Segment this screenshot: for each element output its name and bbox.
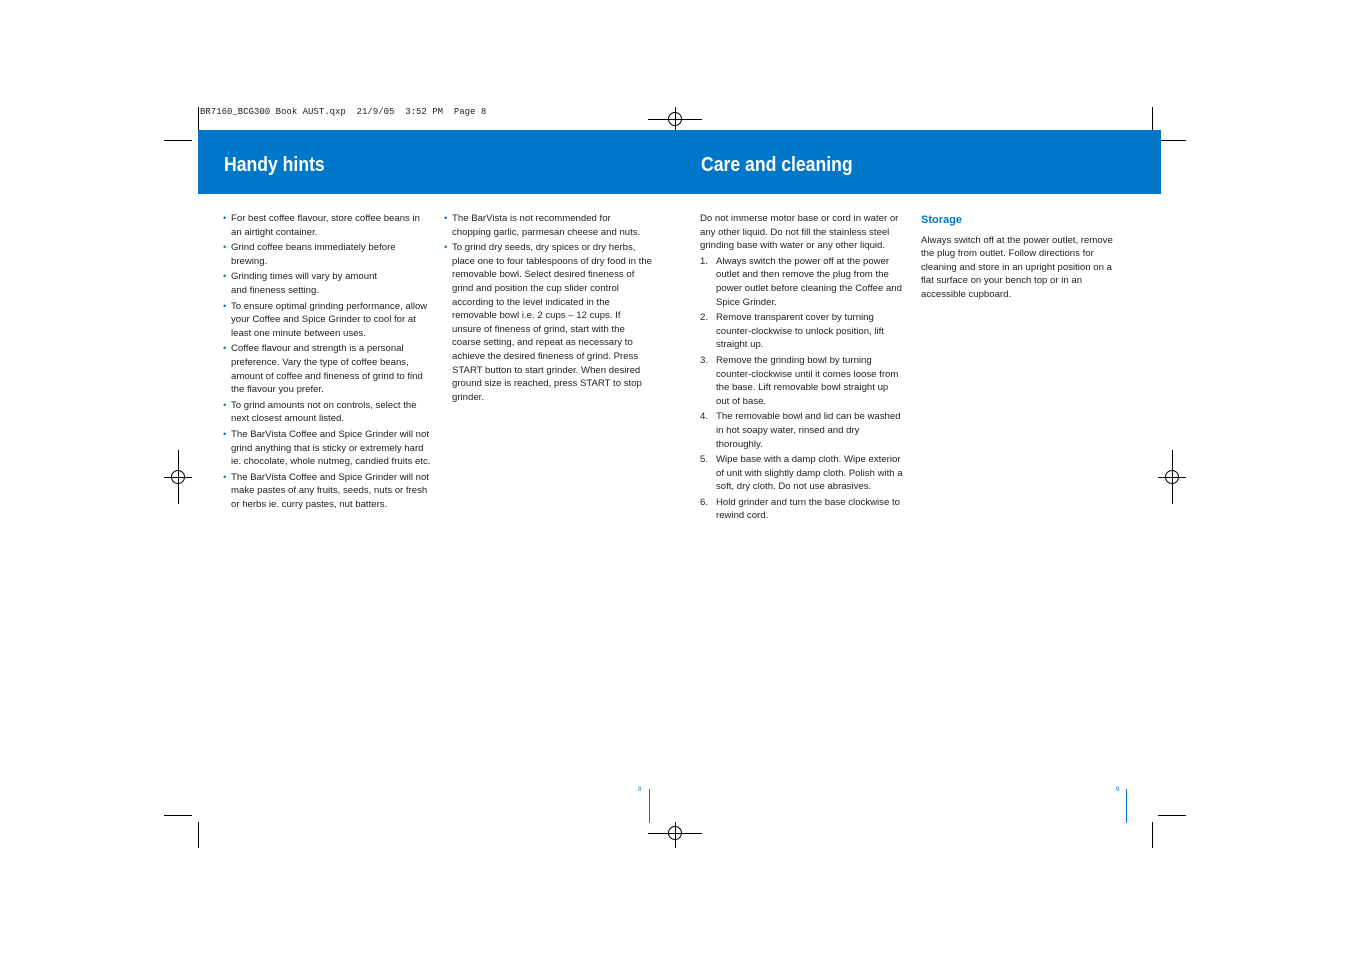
page-number-left: 8 [638, 787, 642, 793]
cleaning-intro: Do not immerse motor base or cord in water or any other liquid. Do not fill the stainless steel grinding base with water or any other liquid. [700, 213, 899, 252]
hint-item: • The BarVista is not recommended for chopping garlic, parmesan cheese and nuts. [444, 212, 652, 239]
hint-item: • The BarVista Coffee and Spice Grinder will not make pastes of any fruits, seeds, nuts or fresh or herbs ie. curry pastes, nut batters. [223, 471, 431, 512]
handy-hints-column-1 [223, 212, 431, 513]
folio-rule-left [649, 789, 650, 823]
hint-item: • Grinding times will vary by amount and fineness setting. [223, 270, 391, 297]
print-slug: BR7160_BCG300 Book AUST.qxp 21/9/05 3:52 PM Page 8 [200, 107, 487, 117]
cleaning-step: 3. Remove the grinding bowl by turning counter-clockwise until it comes loose from the base. Lift removable bowl straight up out of base. [700, 354, 899, 407]
page-number-right: 9 [1116, 787, 1120, 793]
hint-item: • Grind coffee beans immediately before brewing. [223, 241, 431, 268]
hint-item: • To grind dry seeds, dry spices or dry herbs, place one to four tablespoons of dry food in the removable bowl. Select desired fineness of grind and position the cup slider control according to the level indicated in the removable bowl i.e. 2 cups – 12 cups. If unsure of fineness of grind, start with the coarse setting, and repeat as necessary to achieve the desired fineness of grind. Press START button to start grinder. When desired ground size is reached, press START to stop grinder. [444, 241, 652, 404]
handy-hints-column-2 [444, 212, 652, 406]
handy-hints-title: Handy hints [224, 154, 325, 176]
hint-item: • To ensure optimal grinding performance, allow your Coffee and Spice Grinder to cool for at least one minute between uses. [223, 300, 431, 341]
care-cleaning-title: Care and cleaning [701, 154, 853, 176]
storage-heading: Storage [921, 214, 962, 226]
folio-rule-right [1126, 789, 1127, 823]
cleaning-step: 4. The removable bowl and lid can be washed in hot soapy water, rinsed and dry thoroughly. [700, 411, 901, 450]
cleaning-step: 6. Hold grinder and turn the base clockwise to rewind cord. [700, 496, 900, 522]
hint-item: • For best coffee flavour, store coffee beans in an airtight container. [223, 212, 431, 239]
cleaning-step: 1. Always switch the power off at the power outlet and then remove the plug from the power outlet before cleaning the Coffee and Spice Grinder. [700, 255, 902, 308]
cleaning-step: 5. Wipe base with a damp cloth. Wipe exterior of unit with slightly damp cloth. Polish with a soft, dry cloth. Do not use abrasives. [700, 454, 903, 493]
header-banner [198, 130, 1161, 194]
hint-item: • Coffee flavour and strength is a personal preference. Vary the type of coffee beans, amount of coffee and fineness of grind to find the flavour you prefer. [223, 342, 431, 396]
hint-item: • To grind amounts not on controls, select the next closest amount listed. [223, 399, 431, 426]
storage-column [921, 212, 1125, 304]
care-cleaning-column [700, 212, 904, 525]
hint-item: • The BarVista Coffee and Spice Grinder will not grind anything that is sticky or extremely hard ie. chocolate, whole nutmeg, candied fruits etc. [223, 428, 431, 469]
storage-text: Always switch off at the power outlet, remove the plug from outlet. Follow directions for cleaning and store in an upright position on a flat surface on your bench top or in an accessible cupboard. [921, 234, 1113, 300]
cleaning-step: 2. Remove transparent cover by turning counter-clockwise to unlock position, lift straight up. [700, 312, 884, 351]
